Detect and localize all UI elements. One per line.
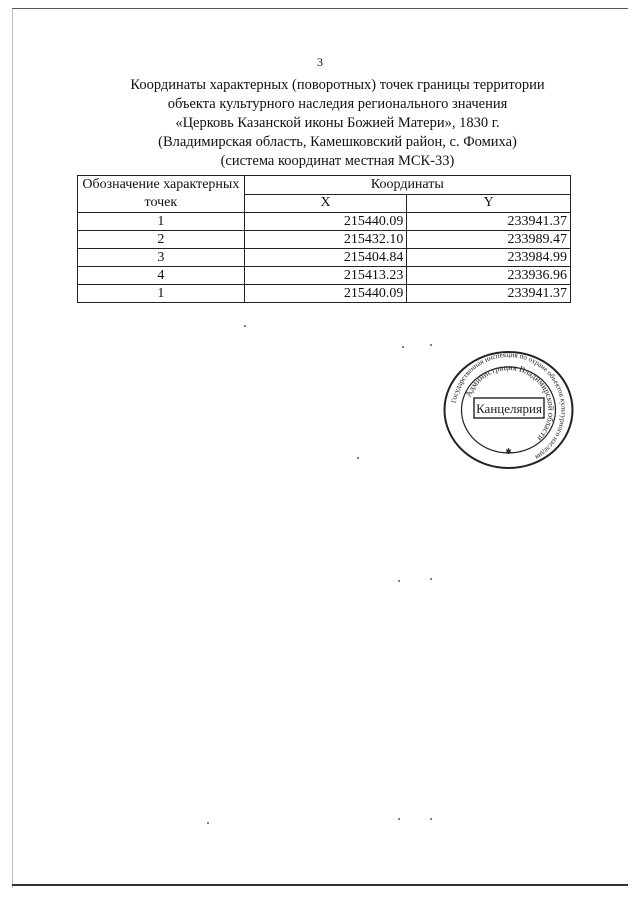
table-header-row [78, 176, 571, 195]
point-cell: 1 [78, 213, 245, 231]
scan-speck [402, 346, 404, 348]
title-line-1: Координаты характерных (поворотных) точек границы территории [130, 77, 545, 93]
x-cell: 215404.84 [244, 249, 407, 267]
x-cell: 215440.09 [244, 213, 407, 231]
scan-speck [430, 344, 432, 346]
column-header-point: Обозначение характерных точек [78, 176, 245, 213]
title-line-5: (система координат местная МСК-33) [220, 153, 455, 169]
y-cell: 233989.47 [407, 231, 571, 249]
stamp-center-text: Канцелярия [476, 401, 542, 416]
scan-speck [207, 822, 209, 824]
point-cell: 2 [78, 231, 245, 249]
column-header-coordinates: Координаты [244, 176, 570, 195]
y-cell: 233941.37 [407, 213, 571, 231]
table-row [78, 267, 571, 285]
y-cell: 233936.96 [407, 267, 571, 285]
x-cell: 215432.10 [244, 231, 407, 249]
official-stamp [441, 350, 576, 470]
x-cell: 215413.23 [244, 267, 407, 285]
page-border-top [12, 8, 628, 9]
title-line-4: (Владимирская область, Камешковский район, с. Фомиха) [158, 134, 517, 150]
title-line-2: объекта культурного наследия регионального значения [167, 96, 508, 112]
point-cell: 1 [78, 285, 245, 303]
coordinates-table [77, 175, 571, 303]
scan-speck [398, 818, 400, 820]
x-cell: 215440.09 [244, 285, 407, 303]
stamp-outer-text: Государственная инспекция по охране объектов культурного наследия [449, 350, 568, 462]
document-title [0, 76, 640, 171]
page-border-bottom [12, 884, 628, 886]
page-number: 3 [317, 55, 323, 69]
scan-speck [430, 578, 432, 580]
table-row [78, 231, 571, 249]
column-header-y: Y [407, 194, 571, 213]
scan-speck [430, 818, 432, 820]
table-row [78, 285, 571, 303]
title-line-3: «Церковь Казанской иконы Божией Матери», 1830 г. [175, 115, 500, 131]
scan-speck [357, 457, 359, 459]
point-cell: 3 [78, 249, 245, 267]
table-row [78, 213, 571, 231]
y-cell: 233984.99 [407, 249, 571, 267]
scan-speck [398, 580, 400, 582]
y-cell: 233941.37 [407, 285, 571, 303]
table-row [78, 249, 571, 267]
stamp-inner-text: Администрация Владимирской области [462, 361, 557, 444]
scan-speck [244, 325, 246, 327]
point-cell: 4 [78, 267, 245, 285]
column-header-x: X [244, 194, 407, 213]
stamp-star-icon: ✱ [505, 447, 512, 456]
